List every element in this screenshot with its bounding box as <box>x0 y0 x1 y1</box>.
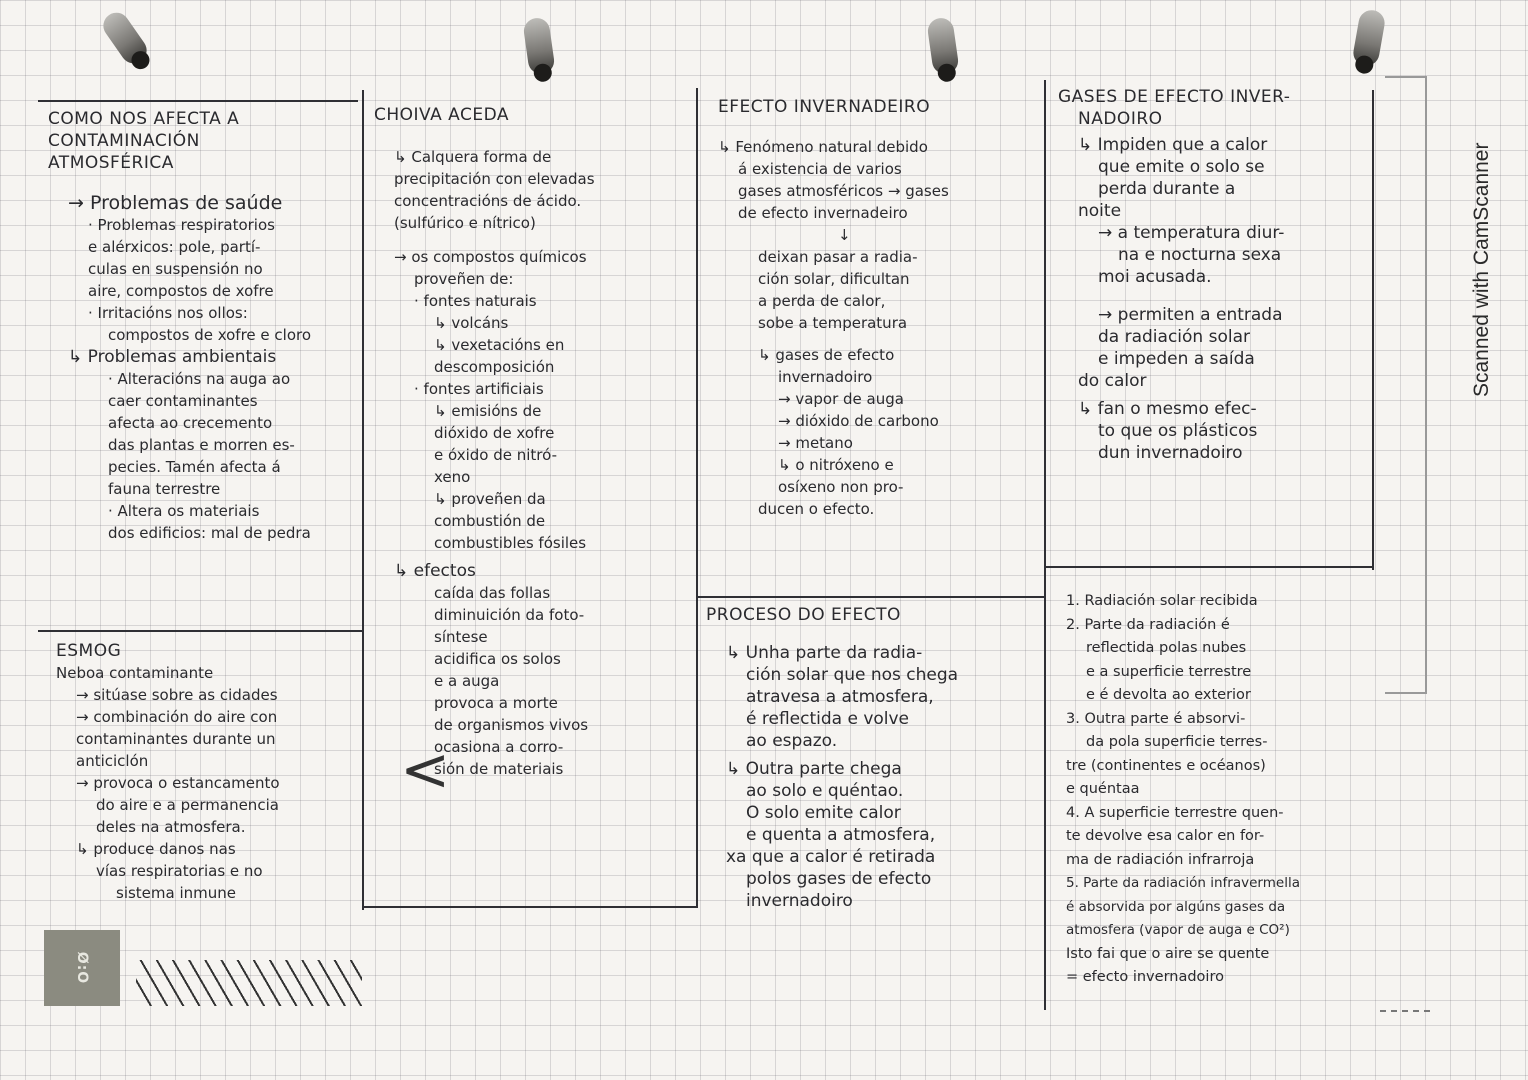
note-line: · Irritacións nos ollos: <box>88 304 248 322</box>
note-line: ao espazo. <box>746 731 838 751</box>
note-line: ↳ fan o mesmo efec- <box>1058 398 1370 420</box>
note-line: Isto fai que o aire se quente <box>1066 945 1270 962</box>
note-line: xeno <box>434 468 471 486</box>
note-line: invernadoiro <box>778 368 873 386</box>
divider <box>362 90 364 910</box>
note-line: ↳ gases de efecto <box>718 344 1044 366</box>
note-line: ↳ o nitróxeno e <box>718 454 1044 476</box>
note-line: ao solo e quéntao. <box>746 781 904 801</box>
divider <box>38 630 364 632</box>
note-line: provoca a morte <box>434 694 558 712</box>
note-line: · Altera os materiais <box>108 502 260 520</box>
note-line: ocasiona a corro- <box>434 738 564 756</box>
section-greenhouse-effect <box>718 96 1044 520</box>
note-line: 1. Radiación solar recibida <box>1066 593 1258 609</box>
note-line: ↳ Fenómeno natural debido <box>718 136 1044 158</box>
note-line: 5. Parte da radiación infravermella <box>1066 875 1300 891</box>
note-line: ↳ Calquera forma de <box>374 146 694 168</box>
note-line: na e nocturna sexa <box>1118 245 1282 265</box>
note-line: precipitación con elevadas <box>394 170 595 188</box>
note-line: 4. A superficie terrestre quen- <box>1066 804 1284 821</box>
note-line: ↳ emisións de <box>374 400 694 422</box>
section-greenhouse-gases <box>1058 86 1370 464</box>
note-line: · Problemas respiratorios <box>88 216 275 234</box>
note-line: á existencia de varios <box>738 160 902 178</box>
note-line: invernadoiro <box>746 891 853 911</box>
note-line: ción solar que nos chega <box>746 665 959 685</box>
note-line: polos gases de efecto <box>746 869 932 889</box>
section-atmospheric-pollution <box>48 108 358 544</box>
note-line: te devolve esa calor en for- <box>1066 828 1265 844</box>
note-line: dos edificios: mal de pedra <box>108 524 311 542</box>
note-line: ↓ <box>838 226 851 244</box>
note-line: · fontes naturais <box>414 292 537 310</box>
note-line: sión de materiais <box>434 760 564 778</box>
note-line: → a temperatura diur- <box>1058 222 1370 244</box>
note-line: diminuición da foto- <box>434 606 585 624</box>
note-line: → permiten a entrada <box>1058 304 1370 326</box>
note-line: que emite o solo se <box>1098 157 1265 177</box>
note-line: contaminantes durante un <box>76 730 276 748</box>
note-line: a perda de calor, <box>758 292 886 310</box>
section-title: GASES DE EFECTO INVER- <box>1058 87 1291 107</box>
note-line: culas en suspensión no <box>88 260 263 278</box>
note-line: compostos de xofre e cloro <box>108 326 312 344</box>
note-line: reflectida polas nubes <box>1086 640 1247 656</box>
note-line: ↳ Outra parte chega <box>706 758 1042 780</box>
section-title: NADOIRO <box>1078 109 1163 129</box>
note-line: afecta ao crecemento <box>108 414 273 432</box>
note-line: ducen o efecto. <box>758 500 875 518</box>
camscanner-watermark: Scanned with CamScanner <box>1470 142 1493 398</box>
note-line: ↳ produce danos nas <box>56 838 356 860</box>
note-line: sobe a temperatura <box>758 314 908 332</box>
note-line: dun invernadoiro <box>1098 443 1243 463</box>
note-line: concentracións de ácido. <box>394 192 582 210</box>
note-line: atmosfera (vapor de auga e CO²) <box>1066 922 1290 938</box>
note-line: → metano <box>778 434 853 452</box>
note-line: e impeden a saída <box>1098 349 1255 369</box>
note-line: e quenta a atmosfera, <box>746 825 936 845</box>
note-line: e alérxicos: pole, partí- <box>88 238 261 256</box>
section-process-steps <box>1066 590 1396 990</box>
note-line: ↳ proveñen da <box>374 488 694 510</box>
note-line: do calor <box>1078 371 1147 391</box>
note-line: deles na atmosfera. <box>96 818 246 836</box>
section-title: EFECTO INVERNADEIRO <box>718 97 931 117</box>
note-line: caer contaminantes <box>108 392 258 410</box>
note-line: osíxeno non pro- <box>778 478 904 496</box>
note-line: ↳ Unha parte da radia- <box>706 642 1042 664</box>
note-line: combustión de <box>434 512 546 530</box>
divider <box>1044 80 1046 1010</box>
note-line: ción solar, dificultan <box>758 270 910 288</box>
note-line: fauna terrestre <box>108 480 221 498</box>
note-line: da pola superficie terres- <box>1086 734 1268 750</box>
note-line: · fontes artificiais <box>414 380 544 398</box>
note-line: ↳ efectos <box>374 560 694 582</box>
section-acid-rain <box>374 104 694 780</box>
note-line: perda durante a <box>1098 179 1236 199</box>
section-title: ATMOSFÉRICA <box>48 153 174 173</box>
divider <box>38 100 358 102</box>
section-smog <box>56 640 356 904</box>
note-line: → Problemas de saúde <box>48 192 358 214</box>
note-line: dióxido de xofre <box>434 424 555 442</box>
note-line: 2. Parte da radiación é <box>1066 616 1230 633</box>
note-line: 3. Outra parte é absorvi- <box>1066 710 1246 727</box>
studocu-logo: Ø:O <box>44 930 120 1006</box>
note-line: gases atmosféricos → gases <box>738 182 949 200</box>
note-line: é reflectida e volve <box>746 709 910 729</box>
section-title: PROCESO DO EFECTO <box>706 605 901 625</box>
divider <box>362 906 696 908</box>
note-line: Neboa contaminante <box>56 664 214 682</box>
note-line: · Alteracións na auga ao <box>108 370 291 388</box>
note-line: acidifica os solos <box>434 650 561 668</box>
note-line: de organismos vivos <box>434 716 589 734</box>
note-line: da radiación solar <box>1098 327 1250 347</box>
note-line: aire, compostos de xofre <box>88 282 274 300</box>
section-title: CONTAMINACIÓN <box>48 131 200 151</box>
brace-glyph: < <box>400 735 451 805</box>
divider <box>696 88 698 908</box>
note-line: e a auga <box>434 672 500 690</box>
divider <box>1044 566 1374 568</box>
note-line: do aire e a permanencia <box>96 796 279 814</box>
note-line: atravesa a atmosfera, <box>746 687 934 707</box>
note-line: caída das follas <box>434 584 551 602</box>
note-line: sistema inmune <box>116 884 237 902</box>
note-line: deixan pasar a radia- <box>758 248 918 266</box>
note-line: combustibles fósiles <box>434 534 587 552</box>
note-line: e quéntaa <box>1066 781 1140 797</box>
note-line: proveñen de: <box>414 270 514 288</box>
divider <box>696 596 1046 598</box>
hatched-area <box>136 960 362 1006</box>
note-line: das plantas e morren es- <box>108 436 295 454</box>
section-effect-process <box>706 604 1042 912</box>
note-line: ↳ Problemas ambientais <box>48 346 358 368</box>
note-line: xa que a calor é retirada <box>726 847 936 867</box>
note-line: to que os plásticos <box>1098 421 1258 441</box>
divider <box>1372 90 1374 570</box>
section-title: COMO NOS AFECTA A <box>48 109 240 129</box>
note-line: anticiclón <box>76 752 149 770</box>
note-line: ↳ volcáns <box>374 312 694 334</box>
note-line: e é devolta ao exterior <box>1086 687 1251 703</box>
note-line: → dióxido de carbono <box>778 412 939 430</box>
note-line: pecies. Tamén afecta á <box>108 458 281 476</box>
note-line: = efecto invernadoiro <box>1066 969 1224 985</box>
note-line: → sitúase sobre as cidades <box>56 684 356 706</box>
note-line: (sulfúrico e nítrico) <box>394 214 536 232</box>
note-line: descomposición <box>434 358 555 376</box>
note-line: ↳ Impiden que a calor <box>1058 134 1370 156</box>
note-line: e óxido de nitró- <box>434 446 558 464</box>
note-line: e a superficie terrestre <box>1086 663 1252 680</box>
note-line: moi acusada. <box>1098 267 1212 287</box>
note-line: síntese <box>434 628 488 646</box>
note-line: → combinación do aire con <box>56 706 356 728</box>
note-line: O solo emite calor <box>746 803 901 823</box>
section-title: ESMOG <box>56 641 122 661</box>
note-line: → provoca o estancamento <box>56 772 356 794</box>
note-line: → os compostos químicos <box>374 246 694 268</box>
note-line: de efecto invernadeiro <box>738 204 908 222</box>
note-line: é absorvida por algúns gases da <box>1066 898 1286 915</box>
note-line: ↳ vexetacións en <box>374 334 694 356</box>
dash-line <box>1380 1010 1430 1012</box>
note-line: ma de radiación infrarroja <box>1066 851 1255 868</box>
note-line: tre (continentes e océanos) <box>1066 757 1266 774</box>
note-line: → vapor de auga <box>778 390 904 408</box>
section-title: CHOIVA ACEDA <box>374 105 509 125</box>
note-line: vías respiratorias e no <box>96 862 263 880</box>
note-line: noite <box>1078 201 1122 221</box>
